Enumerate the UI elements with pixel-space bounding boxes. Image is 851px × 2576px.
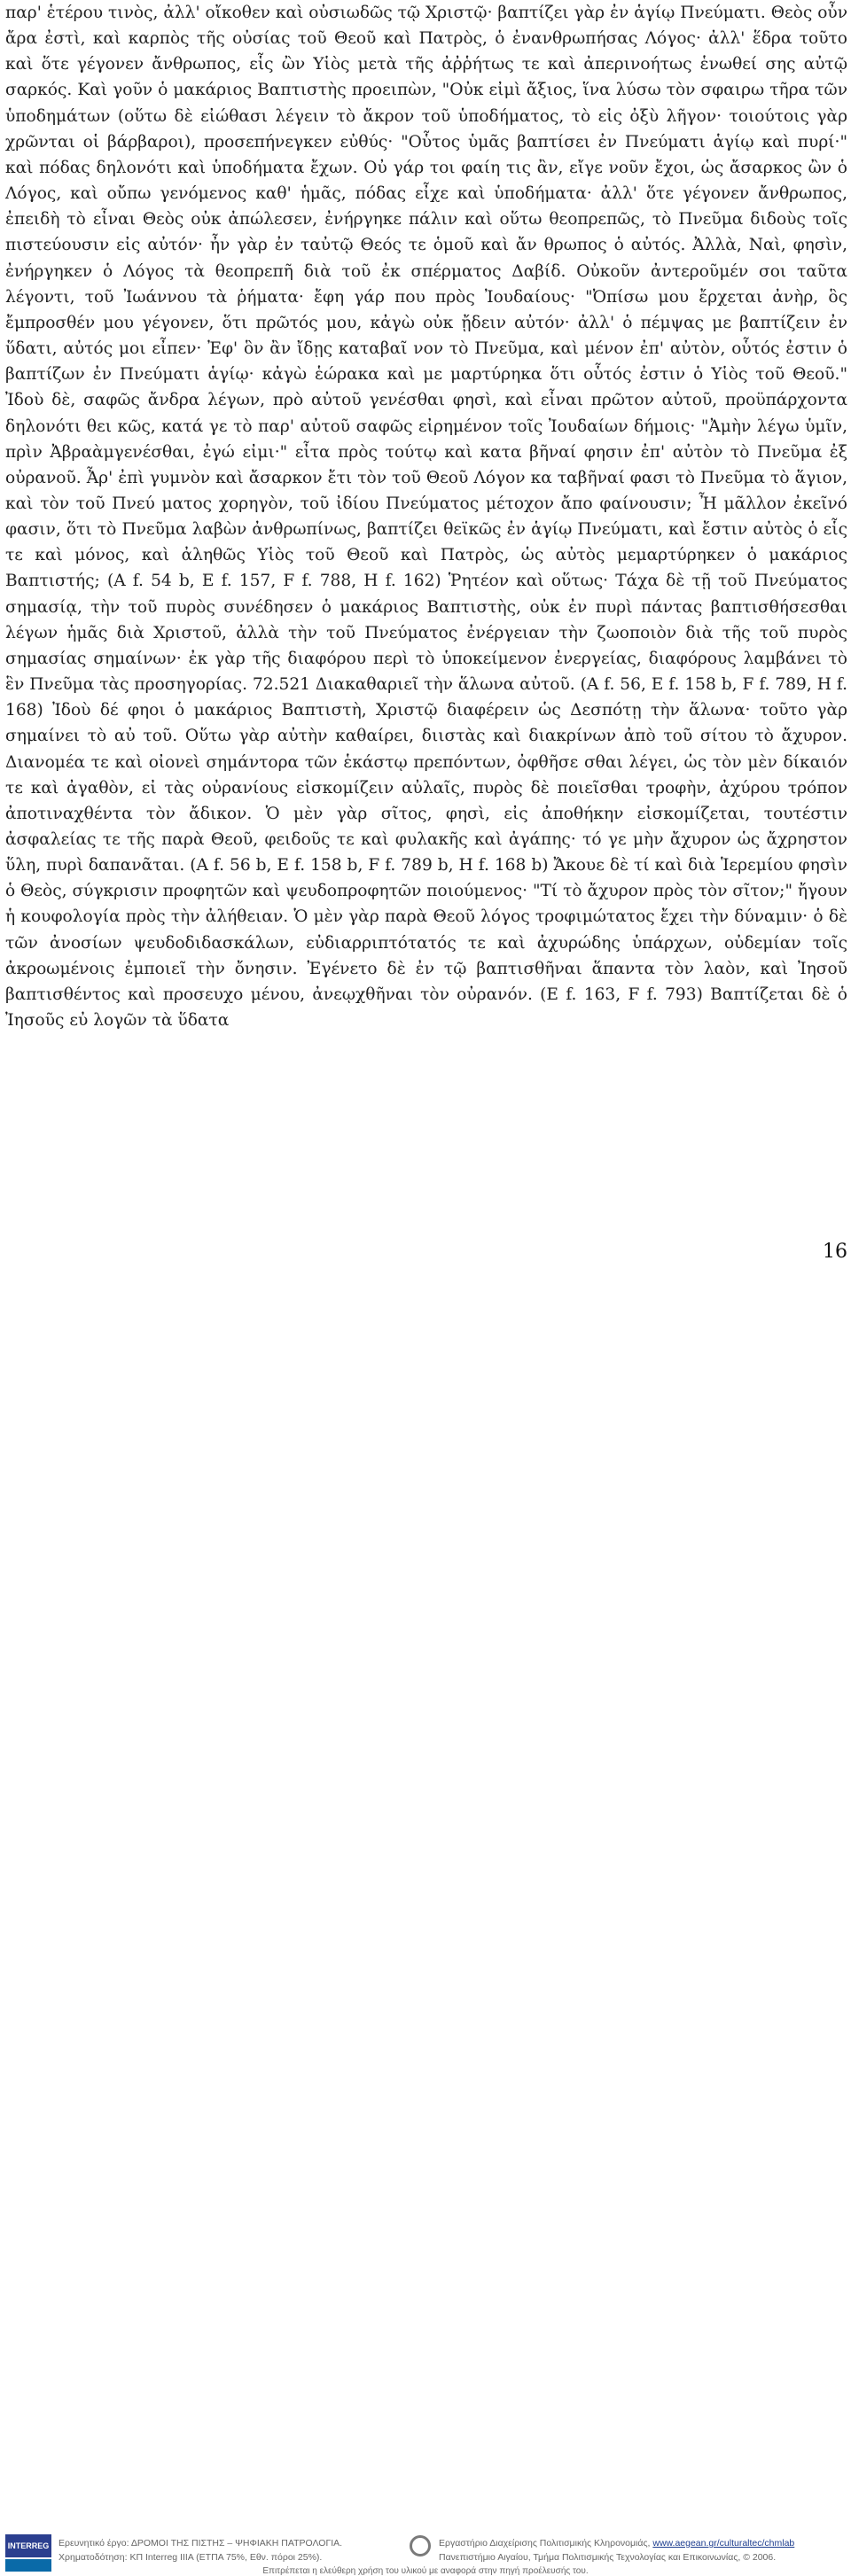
university-logo-icon (410, 2535, 431, 2557)
footer-lab-name: Εργαστήριο Διαχείρισης Πολιτισμικής Κληρονομιάς, (439, 2538, 651, 2549)
footer-lab-link[interactable]: www.aegean.gr/culturaltec/chmlab (652, 2538, 795, 2549)
body-text: παρ' ἑτέρου τινὸς, ἀλλ' οἴκοθεν καὶ οὐσιωδῶς τῷ Χριστῷ· βαπτίζει γὰρ ἐν ἁγίῳ Πνεύματι. Θεὸς οὖν ἄρα ἐστὶ, καὶ καρπὸς τῆς οὐσίας τοῦ Θεοῦ καὶ Πατρὸς, ὁ ἐνανθρωπήσας Λόγος· ἀλλ' ἕδρα τοῦτο καὶ ὅτε γέγονεν ἄνθρωπος, εἷς ὢν Υἱὸς μετὰ τῆς ἀῤῥήτως τε καὶ ἀπερινοήτως ἑνωθεί σης αὐτῷ σαρκός. Καὶ γοῦν ὁ μακάριος Βαπτιστὴς προειπὼν, "Οὐκ εἰμὶ ἄξιος, ἵνα λύσω τὸν σφαιρω τῆρα τῶν ὑποδημάτων (οὕτω δὲ εἰώθασι λέγειν τὸ ἄκρον τοῦ ὑποδήματος, τὸ εἰς ὀξὺ λῆγον· τοιούτοις γὰρ χρῶνται οἱ βάρβαροι), προσεπήνεγκεν εὐθύς· "Οὗτος ὑμᾶς βαπτίσει ἐν Πνεύματι ἁγίῳ καὶ πυρί·" καὶ πόδας δηλονότι καὶ ὑποδήματα ἔχων. Οὐ γάρ τοι φαίη τις ἂν, εἴγε νοῦν ἔχοι, ὡς ἄσαρκος ὢν ὁ Λόγος, καὶ οὔπω γενόμενος καθ' ἡμᾶς, πόδας εἶχε καὶ ὑποδήματα· ἀλλ' ὅτε γέγονεν ἄνθρωπος, ἐπειδὴ τὸ εἶναι Θεὸς οὐκ ἀπώλεσεν, ἐνήργηκε πάλιν καὶ οὕτω θεοπρεπῶς, τὸ Πνεῦμα διδοὺς τοῖς πιστεύουσιν εἰς αὐτόν· ἦν γὰρ ἐν ταὐτῷ Θεός τε ὁμοῦ καὶ ἄν θρωπος ὁ αὐτός. Ἀλλὰ, Ναὶ, φησὶν, ἐνήργηκεν ὁ Λόγος τὰ θεοπρεπῆ διὰ τοῦ ἐκ σπέρματος Δαβίδ. Οὐκοῦν ἀντεροῦμέν σοι ταῦτα λέγοντι, τοῦ Ἰωάννου τὰ ῥήματα· ἔφη γάρ που πρὸς Ἰουδαίους· "Ὀπίσω μου ἔρχεται ἀνὴρ, ὃς ἔμπροσθέν μου γέγονεν, ὅτι πρῶτός μου, κἀγὼ οὐκ ᾔδειν αὐτόν· ἀλλ' ὁ πέμψας με βαπτίζειν ἐν ὕδατι, αὐτός μοι εἶπεν· Ἐφ' ὃν ἂν ἴδῃς καταβαῖ νον τὸ Πνεῦμα, καὶ μένον ἐπ' αὐτὸν, οὗτός ἐστιν ὁ βαπτίζων ἐν Πνεύματι ἁγίῳ· κἀγὼ ἑώρακα καὶ με μαρτύρηκα ὅτι οὗτός ἐστιν ὁ Υἱὸς τοῦ Θεοῦ." Ἰδοὺ δὲ, σαφῶς ἄνδρα λέγων, πρὸ αὐτοῦ γενέσθαι φησὶ, καὶ εἶναι πρῶτον αὐτοῦ, προϋπάρχοντα δηλονότι θει κῶς, κατά γε τὸ παρ' αὐτοῦ σαφῶς εἰρημένον τοῖς Ἰουδαίων δήμοις· "Ἀμὴν λέγω ὑμῖν, πρὶν Ἀβραὰμγενέσθαι, ἐγώ εἰμι·" εἶτα πρὸς τούτῳ καὶ κατα βῆναί φησιν ἐπ' αὐτὸν τὸ Πνεῦμα ἐξ οὐρανοῦ. Ἆρ' ἐπὶ γυμνὸν καὶ ἄσαρκον ἔτι τὸν τοῦ Θεοῦ Λόγον κα ταβῆναί φασι τὸ Πνεῦμα τὸ ἅγιον, καὶ τὸν τοῦ Πνεύ ματος χορηγὸν, τοῦ ἰδίου Πνεύματος μέτοχον ἄπο φαίνουσιν; Ἦ μᾶλλον ἐκεῖνό φασιν, ὅτι τὸ Πνεῦμα λαβὼν ἀνθρωπίνως, βαπτίζει θεϊκῶς ἐν ἁγίῳ Πνεύματι, καὶ ἔστιν αὐτὸς ὁ εἷς τε καὶ μόνος, καὶ ἀληθῶς Υἱὸς τοῦ Θεοῦ καὶ Πατρὸς, ὡς αὐτὸς μεμαρτύρηκεν ὁ μακάριος Βαπτιστής; (A f. 54 b, E f. 157, F f. 788, H f. 162) Ῥητέον καὶ οὕτως· Τάχα δὲ τῇ τοῦ Πνεύματος σημασίᾳ, τὴν τοῦ πυρὸς συνέδησεν ὁ μακάριος Βαπτιστὴς, οὐκ ἐν πυρὶ πάντας βαπτισθήσεσθαι λέγων ἡμᾶς διὰ Χριστοῦ, ἀλλὰ τὴν τοῦ Πνεύματος ἐνέργειαν τὴν ζωοποιὸν διὰ τῆς τοῦ πυρὸς σημασίας σημαίνων· ἐκ γὰρ τῆς διαφόρου περὶ τὸ ὑποκείμενον ἐνεργείας, διαφόρους λαμβάνει τὸ ἓν Πνεῦμα τὰς προσηγορίας. 72.521 Διακαθαριεῖ τὴν ἅλωνα αὐτοῦ. (A f. 56, E f. 158 b, F f. 789, H f. 168) Ἰδοὺ δέ φηοι ὁ μακάριος Βαπτιστὴ, Χριστῷ διαφέρειν ὡς Δεσπότῃ τὴν ἅλωνα· τοῦτο γὰρ σημαίνει τὸ αὐ τοῦ. Οὕτω γὰρ αὐτὴν καθαίρει, διιστὰς καὶ διακρίνων ἀπὸ τοῦ σίτου τὸ ἄχυρον. Διανομέα τε καὶ οἰονεὶ σημάντορα τῶν ἑκάστῳ πρεπόντων, ὀφθῆσε σθαι λέγει, ὡς τὸν μὲν δίκαιόν τε καὶ ἀγαθὸν, εἰ τὰς οὐρανίους εἰσκομίζειν αὐλαῖς, πυρὸς δὲ ποιεῖσθαι τροφὴν, ἀχύρου τρόπον ἀποτιναχθέντα τὸν ἄδικον. Ὁ μὲν γὰρ σῖτος, φησὶ, εἰς ἀποθήκην εἰσκομίζεται, τουτέστιν ἀσφαλείας τε τῆς παρὰ Θεοῦ, φειδοῦς τε καὶ φυλακῆς καὶ ἀγάπης· τό γε μὴν ἄχυρον ὡς ἄχρηστον ὕλη, πυρὶ δαπανᾶται. (A f. 56 b, E f. 158 b, F f. 789 b, H f. 168 b) Ἄκουε δὲ τί καὶ διὰ Ἱερεμίου φησὶν ὁ Θεὸς, σύγκρισιν προφητῶν καὶ ψευδοπροφητῶν ποιούμενος· "Τί τὸ ἄχυρον πρὸς τὸν σῖτον;" ἤγουν ἡ κουφολογία πρὸς τὴν ἀλήθειαν. Ὁ μὲν γὰρ παρὰ Θεοῦ λόγος τροφιμώτατος ἔχει τὴν δύναμιν· ὁ δὲ τῶν ἀνοσίων ψευδοδιδασκάλων, εὐδιαρριπτότατός τε καὶ ἀχυρώδης ὑπάρχων, οὐδεμίαν τοῖς ἀκροωμένοις ἐμποιεῖ τὴν ὄνησιν. Ἐγένετο δὲ ἐν τῷ βαπτισθῆναι ἅπαντα τὸν λαὸν, καὶ Ἰησοῦ βαπτισθέντος καὶ προσευχο μένου, ἀνεῳχθῆναι τὸν οὐρανόν. (E f. 163, F f. 793) Βαπτίζεται δὲ ὁ Ἰησοῦς εὐ λογῶν τὰ ὕδατα (5, 4, 847, 1031)
footer-license: Επιτρέπεται η ελεύθερη χρήση του υλικού με αναφορά στην πηγή προέλευσής του. (262, 2566, 589, 2576)
footer-project: Ερευνητικό έργο: ΔΡΟΜΟΙ ΤΗΣ ΠΙΣΤΗΣ – ΨΗΦΙΑΚΗ ΠΑΤΡΟΛΟΓΙΑ. (59, 2538, 343, 2549)
page-number: 16 (823, 1241, 847, 1263)
footer-university: Πανεπιστήμιο Αιγαίου, Τμήμα Πολιτισμικής Τεχνολογίας και Επικοινωνίας, © 2006. (439, 2552, 777, 2563)
footer (0, 1265, 851, 2576)
footer-lab (439, 2538, 794, 2549)
interreg-logo: INTERREG (5, 2534, 51, 2557)
footer-funding: Χρηματοδότηση: ΚΠ Interreg IIIA (ΕΤΠΑ 75%, Εθν. πόροι 25%). (59, 2552, 323, 2563)
